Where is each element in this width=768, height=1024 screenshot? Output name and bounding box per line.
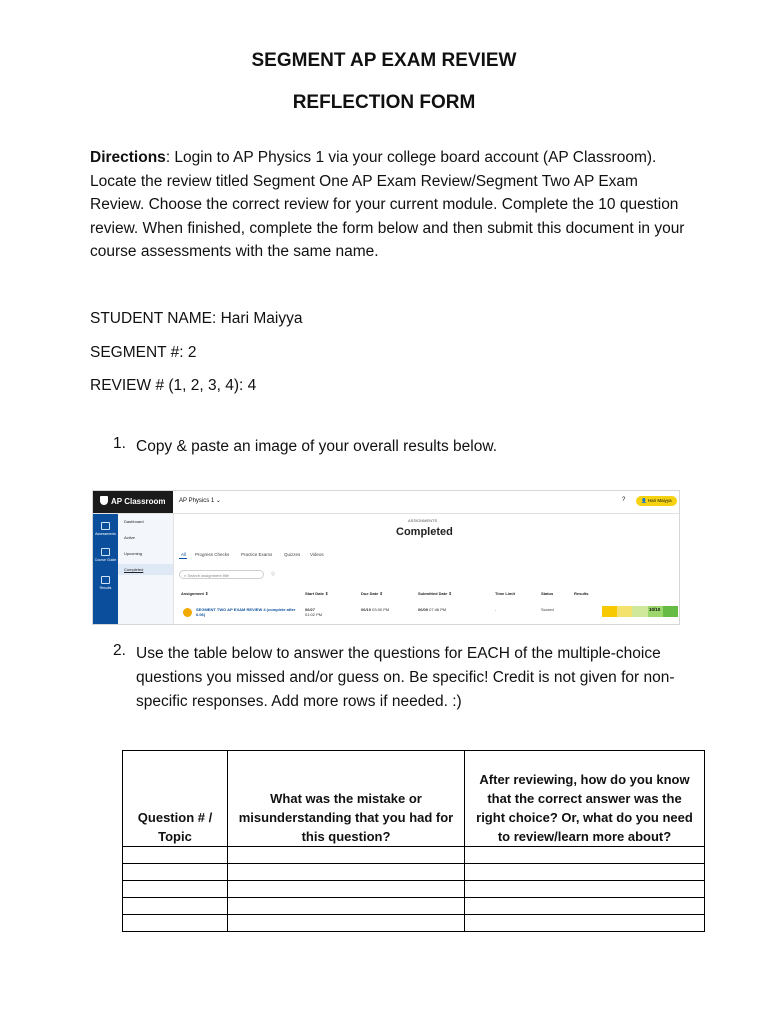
rail-results: Results (93, 576, 118, 590)
rail-course-guide: Course Guide (93, 548, 118, 562)
col-start-date: Start Date ⇕ (305, 591, 329, 596)
question-1-number: 1. (113, 435, 126, 452)
directions-paragraph (90, 146, 690, 264)
table-cell[interactable] (228, 881, 465, 898)
rail-assessments: Assessments (93, 522, 118, 536)
header-mistake: What was the mistake or misunderstanding that you had for this question? (228, 751, 465, 847)
row-assignment: SEGMENT TWO AP EXAM REVIEW 4 (complete after 6.06) (196, 607, 296, 617)
completed-heading: Completed (396, 526, 453, 538)
course-selector: AP Physics 1 ⌄ (179, 498, 221, 504)
table-row (123, 915, 705, 932)
review-number: REVIEW # (1, 2, 3, 4): 4 (90, 377, 257, 394)
document-subtitle: REFLECTION FORM (292, 92, 476, 113)
question-2-text: Use the table below to answer the questions for EACH of the multiple-choice questions you missed and/or guess on. Be specific! Credit is not given for non-specific responses. Add more rows if needed. :) (136, 645, 675, 710)
table-cell[interactable] (465, 915, 705, 932)
col-assignment: Assignment ⇕ (181, 591, 209, 596)
results-screenshot (92, 490, 680, 625)
table-cell[interactable] (465, 864, 705, 881)
question-2-number: 2. (113, 642, 126, 659)
col-submitted-date: Submitted Date ⇕ (418, 591, 452, 596)
table-row (123, 864, 705, 881)
table-cell[interactable] (228, 898, 465, 915)
help-icon: ? (622, 497, 626, 503)
table-cell[interactable] (123, 864, 228, 881)
search-input: ⌕ Search assignment title (179, 570, 264, 579)
col-status: Status (541, 591, 554, 596)
tab-practice-exams: Practice Exams (241, 552, 273, 557)
info-icon: ⓘ (271, 571, 275, 576)
subnav-completed: Completed (118, 564, 173, 575)
table-header-row (123, 751, 705, 847)
table-cell[interactable] (228, 847, 465, 864)
tab-progress-checks: Progress Checks (195, 552, 230, 557)
subnav-active: Active (124, 535, 135, 540)
document-title: SEGMENT AP EXAM REVIEW (251, 50, 517, 71)
assessments-icon (101, 522, 110, 530)
header-question-topic: Question # / Topic (123, 751, 228, 847)
tab-videos: Videos (310, 552, 324, 557)
row-score: 10/10 (649, 607, 661, 612)
table-cell[interactable] (123, 881, 228, 898)
ap-classroom-logo: AP Classroom (93, 491, 173, 513)
assessments-subnav (118, 514, 174, 625)
side-rail (93, 514, 118, 625)
table-cell[interactable] (123, 847, 228, 864)
row-start: 06/27 01:02 PM (305, 607, 323, 617)
directions-text: : Login to AP Physics 1 via your college board account (AP Classroom). Locate the review titled Segment One AP Exam Review/Segment Two AP Exam Review. Choose the correct review for your current module. Complete the 10 question review. When finished, complete the form below and then submit this document in your course assessments with the same name. (90, 149, 685, 260)
reflection-table (122, 750, 705, 932)
user-badge: 👤 Hari Maiyya (636, 496, 677, 506)
results-bar-segment (632, 606, 647, 617)
table-cell[interactable] (465, 881, 705, 898)
course-guide-icon (101, 548, 110, 556)
results-bar-segment (602, 606, 617, 617)
table-row (123, 898, 705, 915)
table-cell[interactable] (465, 898, 705, 915)
active-tab-underline (179, 558, 187, 559)
assignment-badge-icon (183, 608, 192, 617)
table-cell[interactable] (228, 864, 465, 881)
results-icon (101, 576, 110, 584)
table-cell[interactable] (123, 915, 228, 932)
row-status: Scored (541, 607, 554, 612)
subnav-upcoming: Upcoming (124, 551, 143, 556)
table-cell[interactable] (465, 847, 705, 864)
row-submitted: 06/09 07:46 PM (418, 607, 447, 612)
results-bar-segment (663, 606, 678, 617)
shield-icon (100, 496, 108, 505)
table-cell[interactable] (123, 898, 228, 915)
section-label: ASSIGNMENTS (408, 518, 438, 523)
subnav-dashboard: Dashboard (124, 519, 144, 524)
directions-label: Directions (90, 149, 166, 166)
tab-quizzes: Quizzes (284, 552, 301, 557)
table-row (123, 847, 705, 864)
col-time-limit: Time Limit (495, 591, 515, 596)
col-due-date: Due Date ⇕ (361, 591, 383, 596)
table-cell[interactable] (228, 915, 465, 932)
results-bar-segment (617, 606, 632, 617)
header-review: After reviewing, how do you know that the correct answer was the right choice? Or, what do you need to review/learn more about? (465, 751, 705, 847)
row-time-limit: - (495, 607, 497, 612)
table-row (123, 881, 705, 898)
results-bar (602, 606, 678, 617)
student-name: STUDENT NAME: Hari Maiyya (90, 310, 303, 327)
col-results: Results (574, 591, 589, 596)
row-due: 06/10 03:00 PM (361, 607, 390, 612)
question-1-text: Copy & paste an image of your overall results below. (136, 438, 497, 455)
tab-all: All (181, 552, 187, 557)
segment-number: SEGMENT #: 2 (90, 344, 197, 361)
